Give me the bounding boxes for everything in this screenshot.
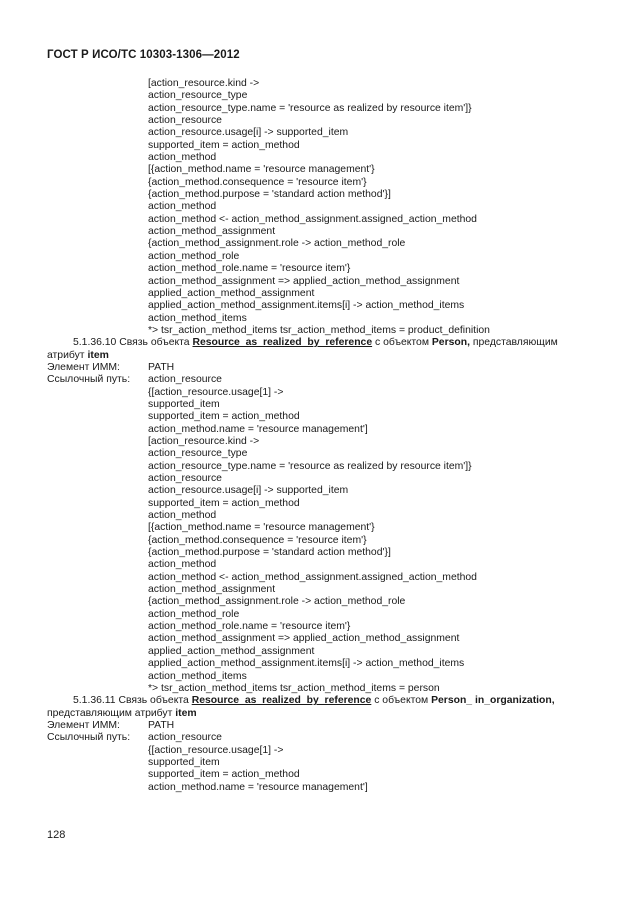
code-line: action_resource.usage[i] -> supported_item <box>148 127 349 139</box>
section-5-1-36-11-heading: 5.1.36.11 Связь объекта Resource_as_realized_by_reference с объектом Person_ in_organization, <box>73 695 555 707</box>
code-line: applied_action_method_assignment.items[i] -> action_method_items <box>148 300 465 312</box>
code-line: action_method_role.name = 'resource item'} <box>148 263 351 275</box>
code-line: [{action_method.name = 'resource management'} <box>148 522 375 534</box>
code-line: action_method <box>148 201 217 213</box>
target-entity: Person, <box>431 337 470 349</box>
code-line: action_resource_type <box>148 448 248 460</box>
code-line: action_method.name = 'resource management'] <box>148 781 368 793</box>
code-line: action_resource_type.name = 'resource as realized by resource item']} <box>148 102 472 114</box>
entity-name: Resource_as_realized_by_reference <box>191 695 372 707</box>
code-line: supported_item = action_method <box>148 769 300 781</box>
code-line: action_method_items <box>148 312 247 324</box>
reference-path-block-1 <box>0 78 630 337</box>
code-line: action_method_role <box>148 608 240 620</box>
page-number: 128 <box>47 829 66 841</box>
code-line: action_method <- action_method_assignment.assigned_action_method <box>148 571 477 583</box>
code-line: {action_method_assignment.role -> action_method_role <box>148 596 406 608</box>
aim-element-row: Элемент ИММ: PATH <box>47 719 175 731</box>
code-line: {action_method.consequence = 'resource item'} <box>148 176 367 188</box>
code-line: {action_method_assignment.role -> action_method_role <box>148 238 406 250</box>
code-line: action_method <box>148 559 217 571</box>
code-line: action_method_assignment <box>148 584 276 596</box>
code-line: action_method_assignment => applied_action_method_assignment <box>148 275 460 287</box>
code-line: action_method_assignment => applied_action_method_assignment <box>148 633 460 645</box>
reference-path-row: Ссылочный путь: action_resource <box>47 732 222 744</box>
section-5-1-36-11-heading-cont: представляющим атрибут item <box>47 707 197 719</box>
reference-path-block-3 <box>0 745 630 794</box>
code-line: [action_resource.kind -> <box>148 435 260 447</box>
entity-name: Resource_as_realized_by_reference <box>192 337 373 349</box>
attribute-name: item <box>175 707 197 719</box>
code-line: {action_method.purpose = 'standard action method'}] <box>148 547 391 559</box>
code-line: supported_item = action_method <box>148 139 300 151</box>
reference-path-block-2 <box>0 387 630 696</box>
code-line: action_resource <box>148 115 222 127</box>
code-line: action_method.name = 'resource management'] <box>148 423 368 435</box>
code-line: supported_item <box>148 756 220 768</box>
code-line: *> tsr_action_method_items tsr_action_method_items = person <box>148 682 440 694</box>
code-line: [action_resource.kind -> <box>148 78 260 89</box>
code-line: applied_action_method_assignment <box>148 287 315 299</box>
code-line: {[action_resource.usage[1] -> <box>148 744 284 756</box>
section-5-1-36-10-heading: 5.1.36.10 Связь объекта Resource_as_realized_by_reference с объектом Person, представляющим <box>73 337 558 349</box>
code-line: action_method <box>148 510 217 522</box>
document-body <box>0 78 630 794</box>
code-line: [{action_method.name = 'resource management'} <box>148 164 375 176</box>
reference-path-row: Ссылочный путь: action_resource <box>47 374 222 386</box>
code-line: action_resource_type.name = 'resource as realized by resource item']} <box>148 460 472 472</box>
code-line: supported_item = action_method <box>148 497 300 509</box>
code-line: action_method <box>148 152 217 164</box>
code-line: {action_method.purpose = 'standard action method'}] <box>148 189 391 201</box>
code-line: action_method_assignment <box>148 226 276 238</box>
code-line: action_method_role <box>148 250 240 262</box>
code-line: {[action_resource.usage[1] -> <box>148 386 284 398</box>
attribute-name: item <box>87 349 109 361</box>
aim-element-row: Элемент ИММ: PATH <box>47 361 175 373</box>
code-line: {action_method.consequence = 'resource item'} <box>148 534 367 546</box>
code-line: action_method_role.name = 'resource item'} <box>148 621 351 633</box>
code-line: action_method <- action_method_assignment.assigned_action_method <box>148 213 477 225</box>
code-line: applied_action_method_assignment <box>148 645 315 657</box>
code-line: action_method_items <box>148 670 247 682</box>
code-line: supported_item = action_method <box>148 411 300 423</box>
code-line: action_resource.usage[i] -> supported_item <box>148 485 349 497</box>
code-line: action_resource <box>148 473 222 484</box>
section-5-1-36-10-heading-cont: атрибут item <box>47 349 109 361</box>
code-line: *> tsr_action_method_items tsr_action_method_items = product_definition <box>148 324 490 336</box>
page-header: ГОСТ Р ИСО/ТС 10303-1306—2012 <box>47 49 240 61</box>
code-line: applied_action_method_assignment.items[i] -> action_method_items <box>148 658 465 670</box>
target-entity: Person_ in_organization, <box>431 695 555 707</box>
code-line: supported_item <box>148 398 220 410</box>
code-line: action_resource_type <box>148 90 248 102</box>
